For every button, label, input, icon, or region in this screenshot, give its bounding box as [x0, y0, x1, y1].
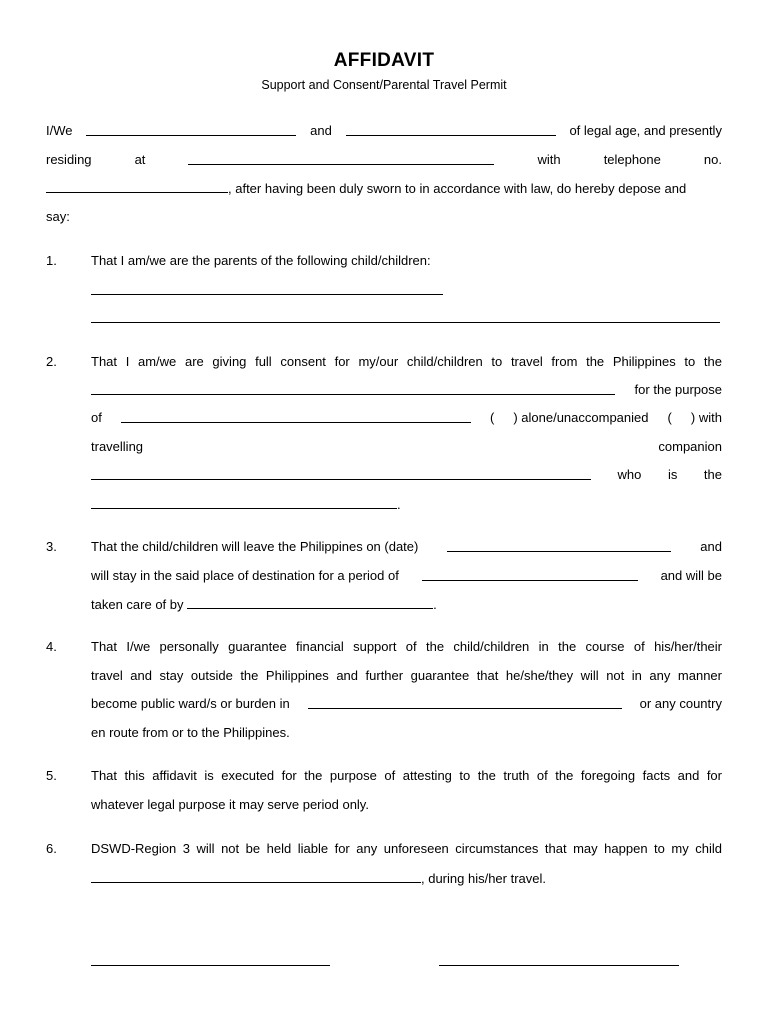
intro-at: at	[134, 152, 146, 167]
item-2-line-3	[91, 410, 722, 426]
item-2-number: 2.	[46, 354, 57, 369]
item-4-any-country: or any country	[639, 696, 722, 711]
item-5-line-1: That this affidavit is executed for the purpose of attesting to the truth of the foregoing facts and for	[91, 768, 722, 783]
item-2-line-4	[91, 439, 722, 455]
signature-line-right[interactable]	[439, 965, 679, 966]
item-2-who: who	[617, 467, 642, 482]
item-2-is: is	[667, 467, 678, 482]
blank-departure-date[interactable]	[447, 539, 671, 552]
intro-legal-age: of legal age, and presently	[569, 123, 722, 138]
item-3-period: .	[433, 597, 437, 612]
intro-residing: residing	[46, 152, 92, 167]
signature-line-left[interactable]	[91, 965, 330, 966]
intro-line-1	[46, 123, 722, 139]
blank-parent-name-2[interactable]	[346, 123, 556, 136]
item-2-purpose: for the purpose	[634, 382, 722, 397]
blank-caretaker[interactable]	[187, 596, 433, 609]
item-3-leave: That the child/children will leave the Philippines on (date)	[91, 539, 419, 554]
item-4-burden: become public ward/s or burden in	[91, 696, 290, 711]
blank-parent-name-1[interactable]	[86, 123, 296, 136]
blank-companion-name[interactable]	[91, 467, 591, 480]
item-2-travelling: travelling	[91, 439, 144, 454]
item-5-line-2: whatever legal purpose it may serve period only.	[91, 797, 369, 812]
intro-iwe: I/We	[46, 123, 73, 138]
item-3-will-be: and will be	[660, 568, 722, 583]
blank-companion-relation[interactable]	[91, 496, 397, 509]
blank-child-name[interactable]	[91, 870, 421, 883]
item-3-stay: will stay in the said place of destination for a period of	[91, 568, 399, 583]
item-3-and: and	[700, 539, 722, 554]
item-2-alone: ) alone/unaccompanied	[513, 410, 649, 425]
checkbox-alone-open[interactable]: (	[489, 410, 495, 425]
blank-destination[interactable]	[91, 382, 615, 395]
item-2-of: of	[91, 410, 102, 425]
blank-country[interactable]	[308, 696, 622, 709]
document-subtitle: Support and Consent/Parental Travel Permit	[261, 78, 507, 92]
item-4-number: 4.	[46, 639, 57, 654]
item-4-line-2: travel and stay outside the Philippines and further guarantee that he/she/they will not in any manner	[91, 668, 722, 683]
intro-telephone: telephone	[603, 152, 661, 167]
item-3-line-2	[91, 568, 722, 584]
item-1-number: 1.	[46, 253, 57, 268]
intro-line-3	[46, 180, 686, 197]
item-6-line-2	[91, 870, 546, 887]
blank-child-2[interactable]	[91, 322, 720, 323]
item-6-travel: , during his/her travel.	[421, 871, 547, 886]
blank-child-1[interactable]	[91, 294, 443, 295]
intro-say: say:	[46, 209, 70, 224]
blank-address[interactable]	[188, 152, 494, 165]
item-4-line-4: en route from or to the Philippines.	[91, 725, 290, 740]
item-2-line-1: That I am/we are giving full consent for my/our child/children to travel from the Philippines to the	[91, 354, 722, 369]
intro-and: and	[310, 123, 332, 138]
item-2-the: the	[703, 467, 722, 482]
item-2-line-2	[91, 382, 722, 398]
item-2-companion: companion	[658, 439, 722, 454]
blank-purpose[interactable]	[121, 410, 471, 423]
item-3-line-1	[91, 539, 722, 555]
item-2-period: .	[397, 497, 401, 512]
document-title: AFFIDAVIT	[333, 50, 435, 71]
intro-sworn: , after having been duly sworn to in accordance with law, do hereby depose and	[228, 181, 687, 196]
item-4-line-1: That I/we personally guarantee financial support of the child/children in the course of his/her/their	[91, 639, 722, 654]
item-3-taken-care: taken care of by	[91, 597, 184, 612]
item-4-line-3	[91, 696, 722, 712]
intro-line-2	[46, 152, 722, 168]
item-3-line-3	[91, 596, 437, 613]
checkbox-companion-open[interactable]: (	[667, 410, 672, 425]
blank-period[interactable]	[422, 568, 638, 581]
item-2-line-5	[91, 467, 722, 483]
item-2-line-6	[91, 496, 401, 513]
item-6-line-1: DSWD-Region 3 will not be held liable for any unforeseen circumstances that may happen to my child	[91, 841, 722, 856]
blank-telephone[interactable]	[46, 180, 228, 193]
item-2-with: ) with	[690, 410, 722, 425]
intro-with: with	[537, 152, 561, 167]
item-3-number: 3.	[46, 539, 57, 554]
item-5-number: 5.	[46, 768, 57, 783]
intro-no: no.	[703, 152, 722, 167]
item-6-number: 6.	[46, 841, 57, 856]
item-1-text: That I am/we are the parents of the following child/children:	[91, 253, 431, 268]
